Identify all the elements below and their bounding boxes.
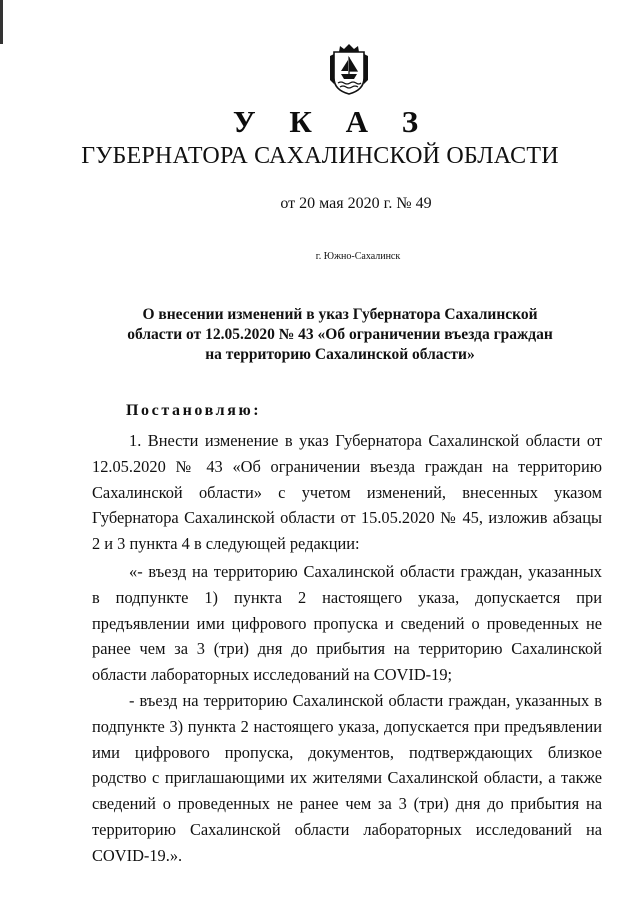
city-label: г. Южно-Сахалинск xyxy=(315,251,401,262)
document-subtitle: ГУБЕРНАТОРА САХАЛИНСКОЙ ОБЛАСТИ xyxy=(81,143,559,169)
resolution-label: Постановляю: xyxy=(126,402,262,419)
document-title: У К А З xyxy=(232,104,432,139)
date-and-number: от 20 мая 2020 г. № 49 xyxy=(280,195,432,212)
paragraph-1: 1. Внести изменение в указ Губернатора Сахалинской области от 12.05.2020 № 43 «Об ограничении въезда граждан на территорию Сахалинской области» с учетом изменений, внесенных указом Губернатора Сахалинской области от 15.05.2020 № 45, изложив абзацы 2 и 3 пункта 4 в следующей редакции: xyxy=(92,431,602,554)
paragraph-2: «- въезд на территорию Сахалинской области граждан, указанных в подпункте 1) пункта 2 настоящего указа, допускается при предъявлении ими цифрового пропуска и сведений о проведенных не ранее чем за 3 (три) дня до прибытия на территорию Сахалинской области лабораторных исследований на COVID-19; xyxy=(92,562,602,685)
scan-edge-mark xyxy=(0,0,3,44)
coat-of-arms-icon xyxy=(326,44,372,96)
paragraph-3: - въезд на территорию Сахалинской области граждан, указанных в подпункте 3) пункта 2 настоящего указа, допускается при предъявлении ими цифрового пропуска, документов, подтверждающих близкое родство с приглашающими их жителями Сахалинской области, а также сведений о проведенных не ранее чем за 3 (три) дня до прибытия на территорию Сахалинской области лабораторных исследований на COVID-19.». xyxy=(92,691,602,865)
decree-heading: О внесении изменений в указ Губернатора Сахалинской области от 12.05.2020 № 43 «Об ограничении въезда граждан на территорию Сахалинской области» xyxy=(127,306,553,363)
